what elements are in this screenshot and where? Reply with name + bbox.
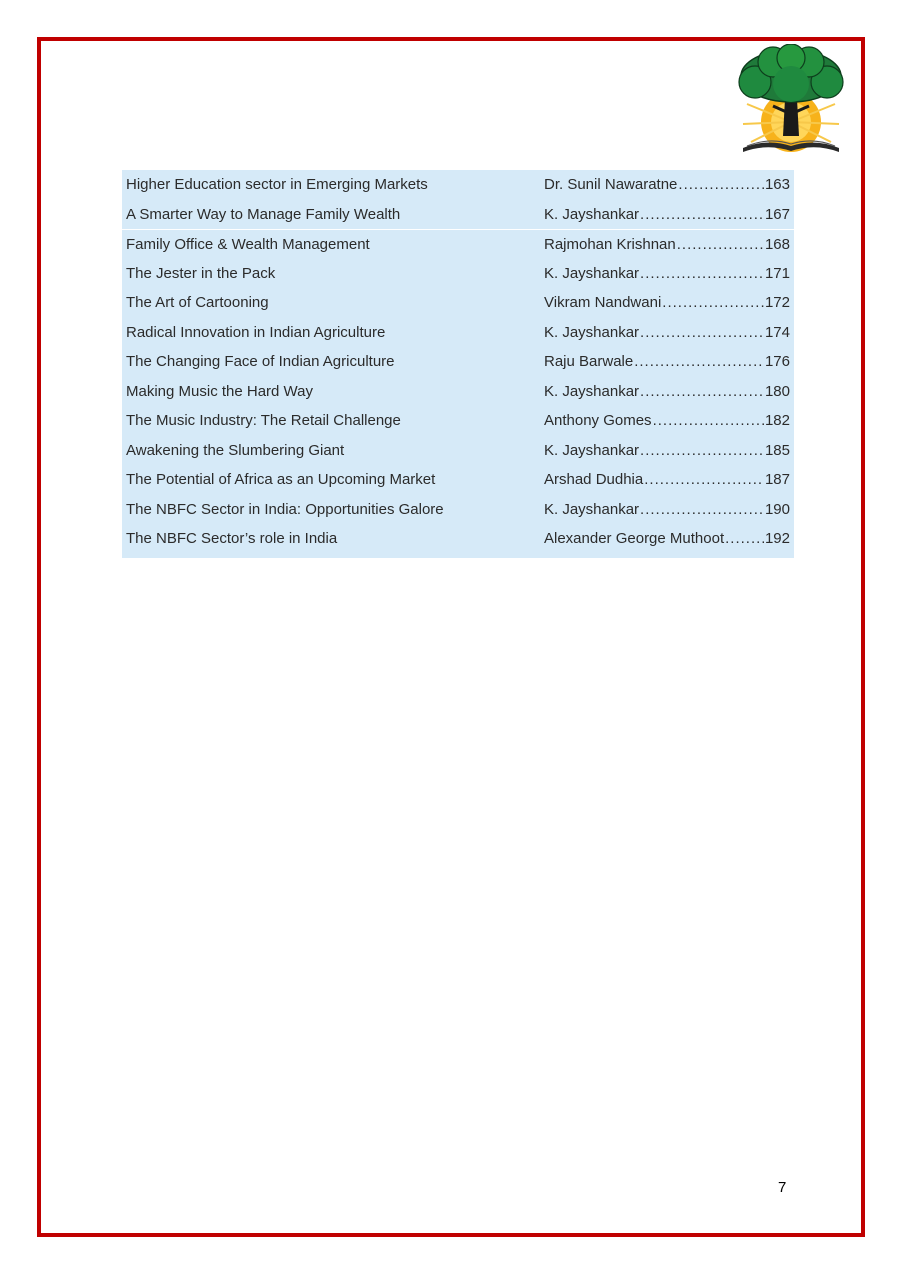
dot-leader bbox=[634, 353, 764, 370]
toc-entry-title: Making Music the Hard Way bbox=[126, 382, 314, 400]
dot-leader bbox=[653, 412, 764, 429]
toc-entry-meta bbox=[544, 383, 790, 400]
toc-entry-author: Alexander George Muthoot bbox=[544, 530, 725, 548]
toc-entry-author: K. Jayshankar bbox=[544, 205, 640, 223]
toc-entry-meta bbox=[544, 471, 790, 488]
toc-entry-meta bbox=[544, 324, 790, 341]
table-of-contents bbox=[122, 170, 794, 558]
toc-entry-page: 190 bbox=[764, 500, 790, 518]
toc-entry-page: 176 bbox=[764, 353, 790, 371]
toc-entry-page: 187 bbox=[764, 471, 790, 489]
toc-entry-meta bbox=[544, 501, 790, 518]
toc-entry-title: Awakening the Slumbering Giant bbox=[126, 441, 345, 459]
toc-row[interactable] bbox=[122, 465, 794, 495]
toc-entry-page: 182 bbox=[764, 412, 790, 430]
toc-entry-meta bbox=[544, 530, 790, 547]
toc-row[interactable] bbox=[122, 288, 794, 318]
dot-leader bbox=[725, 530, 764, 547]
dot-leader bbox=[677, 236, 764, 253]
dot-leader bbox=[640, 265, 764, 282]
tree-canopy bbox=[739, 44, 843, 102]
toc-row[interactable] bbox=[122, 318, 794, 348]
dot-leader bbox=[640, 442, 764, 459]
toc-entry-author: Arshad Dudhia bbox=[544, 471, 644, 489]
toc-entry-title: The Jester in the Pack bbox=[126, 264, 276, 282]
toc-entry-meta bbox=[544, 412, 790, 429]
toc-row[interactable] bbox=[122, 229, 794, 259]
toc-row[interactable] bbox=[122, 495, 794, 525]
toc-entry-page: 172 bbox=[764, 294, 790, 312]
toc-entry-page: 185 bbox=[764, 441, 790, 459]
toc-entry-title: The Music Industry: The Retail Challenge bbox=[126, 412, 401, 430]
toc-entry-author: Raju Barwale bbox=[544, 353, 634, 371]
toc-row[interactable] bbox=[122, 259, 794, 289]
toc-entry-author: K. Jayshankar bbox=[544, 500, 640, 518]
toc-entry-title: Higher Education sector in Emerging Markets bbox=[126, 176, 428, 194]
toc-entry-page: 180 bbox=[764, 382, 790, 400]
dot-leader bbox=[640, 383, 764, 400]
tree-book-logo bbox=[733, 44, 849, 156]
toc-row[interactable] bbox=[122, 524, 794, 554]
toc-row[interactable] bbox=[122, 377, 794, 407]
toc-row[interactable] bbox=[122, 200, 794, 230]
toc-entry-page: 167 bbox=[764, 205, 790, 223]
toc-entry-meta bbox=[544, 353, 790, 370]
dot-leader bbox=[640, 206, 764, 223]
toc-entry-meta bbox=[544, 265, 790, 282]
toc-entry-title: Family Office & Wealth Management bbox=[126, 235, 370, 253]
dot-leader bbox=[678, 176, 764, 193]
toc-entry-title: Radical Innovation in Indian Agriculture bbox=[126, 323, 386, 341]
toc-entry-meta bbox=[544, 236, 790, 253]
toc-entry-meta bbox=[544, 294, 790, 311]
toc-entry-author: Rajmohan Krishnan bbox=[544, 235, 676, 253]
toc-row[interactable] bbox=[122, 436, 794, 466]
toc-row[interactable] bbox=[122, 406, 794, 436]
toc-entry-author: Anthony Gomes bbox=[544, 412, 652, 430]
toc-entry-author: Vikram Nandwani bbox=[544, 294, 662, 312]
toc-entry-author: K. Jayshankar bbox=[544, 323, 640, 341]
toc-entry-author: K. Jayshankar bbox=[544, 382, 640, 400]
toc-row[interactable] bbox=[122, 347, 794, 377]
toc-entry-meta bbox=[544, 176, 790, 193]
dot-leader bbox=[644, 471, 764, 488]
toc-entry-page: 174 bbox=[764, 323, 790, 341]
toc-entry-author: K. Jayshankar bbox=[544, 264, 640, 282]
toc-entry-page: 163 bbox=[764, 176, 790, 194]
toc-row[interactable] bbox=[122, 170, 794, 200]
toc-entry-author: K. Jayshankar bbox=[544, 441, 640, 459]
toc-entry-title: The NBFC Sector in India: Opportunities Galore bbox=[126, 500, 444, 518]
dot-leader bbox=[662, 294, 764, 311]
toc-entry-page: 171 bbox=[764, 264, 790, 282]
toc-entry-title: The Potential of Africa as an Upcoming Market bbox=[126, 471, 436, 489]
dot-leader bbox=[640, 324, 764, 341]
toc-entry-page: 168 bbox=[764, 235, 790, 253]
toc-entry-page: 192 bbox=[764, 530, 790, 548]
toc-entry-title: A Smarter Way to Manage Family Wealth bbox=[126, 205, 401, 223]
toc-entry-meta bbox=[544, 206, 790, 223]
toc-entry-meta bbox=[544, 442, 790, 459]
page-number: 7 bbox=[778, 1179, 787, 1196]
toc-entry-title: The Changing Face of Indian Agriculture bbox=[126, 353, 395, 371]
toc-entry-title: The NBFC Sector’s role in India bbox=[126, 530, 338, 548]
dot-leader bbox=[640, 501, 764, 518]
toc-entry-author: Dr. Sunil Nawaratne bbox=[544, 176, 678, 194]
toc-entry-title: The Art of Cartooning bbox=[126, 294, 269, 312]
